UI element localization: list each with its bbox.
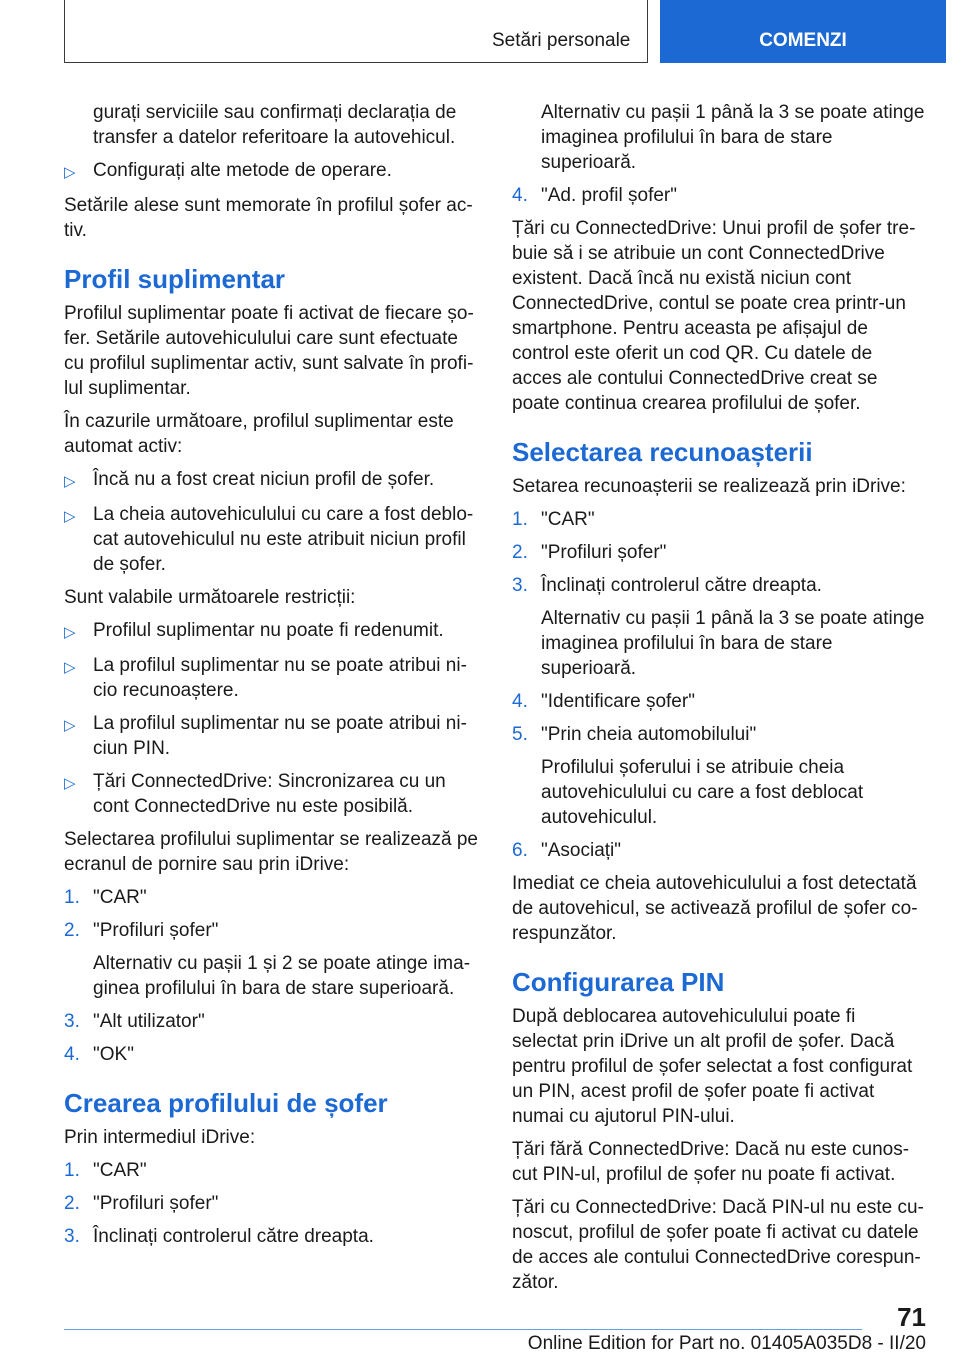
triangle-bullet-icon: ▷ [64, 508, 76, 525]
paragraph: Țări cu ConnectedDrive: Unui profil de șofer trebuie să i se atribuie un cont ConnectedDrive existent. Dacă încă nu există niciun cont ConnectedDrive, contul se poate crea printr-un smartphone. Pentru aceasta pe afișajul de control este oferit un cod QR. Cu datele de acces ale contului ConnectedDrive creat se poate continua crearea profilului de șofer. [512, 218, 916, 414]
left-column [64, 100, 478, 1257]
paragraph: Sunt valabile următoarele restricții: [64, 587, 356, 608]
section-title: Setări personale [492, 30, 631, 51]
paragraph: Setările alese sunt memorate în profilul șofer activ. [64, 195, 473, 241]
numbered-step: 1. "CAR" [64, 1160, 147, 1181]
triangle-bullet-icon: ▷ [64, 659, 76, 676]
numbered-step: 2. "Profiluri șofer" [64, 1193, 219, 1214]
step-number: 3. [512, 575, 528, 596]
numbered-step: 4. "Identificare șofer" [512, 691, 695, 712]
numbered-step: 1. "CAR" [512, 509, 595, 530]
edition-footer [528, 1333, 926, 1355]
bullet-item: ▷ Încă nu a fost creat niciun profil de șofer. [64, 467, 478, 494]
step-number: 1. [512, 509, 528, 530]
bullet-item: ▷ Configurați alte metode de operare. [64, 158, 478, 185]
numbered-step: 1. "CAR" [64, 887, 147, 908]
paragraph: Imediat ce cheia autovehiculului a fost detectată de autovehicul, se activează profilul de șofer corespunzător. [512, 873, 918, 944]
numbered-step: 2. "Profiluri șofer" [64, 920, 219, 941]
paragraph: După deblocarea autovehiculului poate fi selectat prin iDrive un alt profil de șofer. Dacă pentru profilul de șofer selectat a fost configurat un PIN, acest profil de șofer poate fi activat numai cu ajutorul PIN-ului. [512, 1006, 913, 1127]
numbered-step: 2. "Profiluri șofer" [512, 542, 667, 563]
step-number: 2. [512, 542, 528, 563]
paragraph: Țări cu ConnectedDrive: Dacă PIN-ul nu este cunoscut, profilul de șofer poate fi activat cu datele de acces ale contului ConnectedDrive corespunzător. [512, 1197, 924, 1293]
step-number: 5. [512, 724, 528, 745]
step-note: Alternativ cu pașii 1 și 2 se poate atinge imaginea profilului în bara de stare superioară. [93, 953, 471, 999]
step-number: 3. [64, 1011, 80, 1032]
chapter-tab: COMENZI [660, 0, 946, 63]
heading-crearea-profilului: Crearea profilului de șofer [64, 1088, 388, 1118]
step-note: Alternativ cu pașii 1 până la 3 se poate atinge imaginea profilului în bara de stare superioară. [541, 608, 925, 679]
step-number: 4. [64, 1044, 80, 1065]
triangle-bullet-icon: ▷ [64, 775, 76, 792]
step-number: 1. [64, 887, 80, 908]
bullet-item: ▷ Țări ConnectedDrive: Sincronizarea cu un cont ConnectedDrive nu este posibilă. [64, 771, 446, 817]
step-note: Profilului șoferului i se atribuie cheia autovehiculului cu care a fost deblocat autovehiculul. [541, 757, 864, 828]
triangle-bullet-icon: ▷ [64, 473, 76, 490]
triangle-bullet-icon: ▷ [64, 717, 76, 734]
numbered-step: 6. "Asociați" [512, 840, 622, 861]
paragraph: Selectarea profilului suplimentar se realizează pe ecranul de pornire sau prin iDrive: [64, 829, 479, 875]
page-number: 71 [897, 1302, 926, 1332]
bullet-item: ▷ La profilul suplimentar nu se poate atribui niciun PIN. [64, 713, 467, 759]
step-number: 4. [512, 185, 528, 206]
step-note: Alternativ cu pașii 1 până la 3 se poate atinge imaginea profilului în bara de stare superioară. [541, 102, 925, 173]
numbered-step: 3. Înclinați controlerul către dreapta. [512, 575, 822, 596]
right-column [512, 100, 926, 1303]
bullet-item: ▷ Profilul suplimentar nu poate fi redenumit. [64, 618, 478, 645]
bullet-item: ▷ La profilul suplimentar nu se poate atribui nicio recunoaștere. [64, 655, 467, 701]
triangle-bullet-icon: ▷ [64, 164, 76, 181]
paragraph: În cazurile următoare, profilul suplimentar este automat activ: [64, 411, 454, 457]
continued-text: gurați serviciile sau confirmați declarația de transfer a datelor referitoare la autovehicul. [93, 102, 457, 148]
bullet-item: ▷ La cheia autovehiculului cu care a fost deblocat autovehiculul nu este atribuit niciun profil de șofer. [64, 504, 474, 575]
paragraph: Prin intermediul iDrive: [64, 1127, 256, 1148]
numbered-step: 3. "Alt utilizator" [64, 1011, 205, 1032]
edition-text: Online Edition for Part no. 01405A035D8 - II/20 [527, 1333, 926, 1354]
step-number: 4. [512, 691, 528, 712]
step-number: 2. [64, 920, 80, 941]
step-number: 3. [64, 1226, 80, 1247]
heading-selectarea-recunoasterii: Selectarea recunoașterii [512, 437, 813, 467]
step-number: 6. [512, 840, 528, 861]
paragraph: Setarea recunoașterii se realizează prin iDrive: [512, 476, 906, 497]
numbered-step: 4. "Ad. profil șofer" [512, 185, 677, 206]
step-number: 1. [64, 1160, 80, 1181]
step-number: 2. [64, 1193, 80, 1214]
numbered-step: 5. "Prin cheia automobilului" [512, 724, 757, 745]
triangle-bullet-icon: ▷ [64, 624, 76, 641]
paragraph: Profilul suplimentar poate fi activat de fiecare șofer. Setările autovehiculului care sunt efectuate cu profilul suplimentar activ, sunt salvate în profilul suplimentar. [64, 303, 474, 399]
heading-configurarea-pin: Configurarea PIN [512, 967, 725, 997]
heading-profil-suplimentar: Profil suplimentar [64, 264, 286, 294]
paragraph: Țări fără ConnectedDrive: Dacă nu este cunoscut PIN-ul, profilul de șofer nu poate fi activat. [512, 1139, 910, 1185]
numbered-step: 4. "OK" [64, 1044, 134, 1065]
numbered-step: 3. Înclinați controlerul către dreapta. [64, 1226, 374, 1247]
footer-divider [64, 1329, 862, 1330]
